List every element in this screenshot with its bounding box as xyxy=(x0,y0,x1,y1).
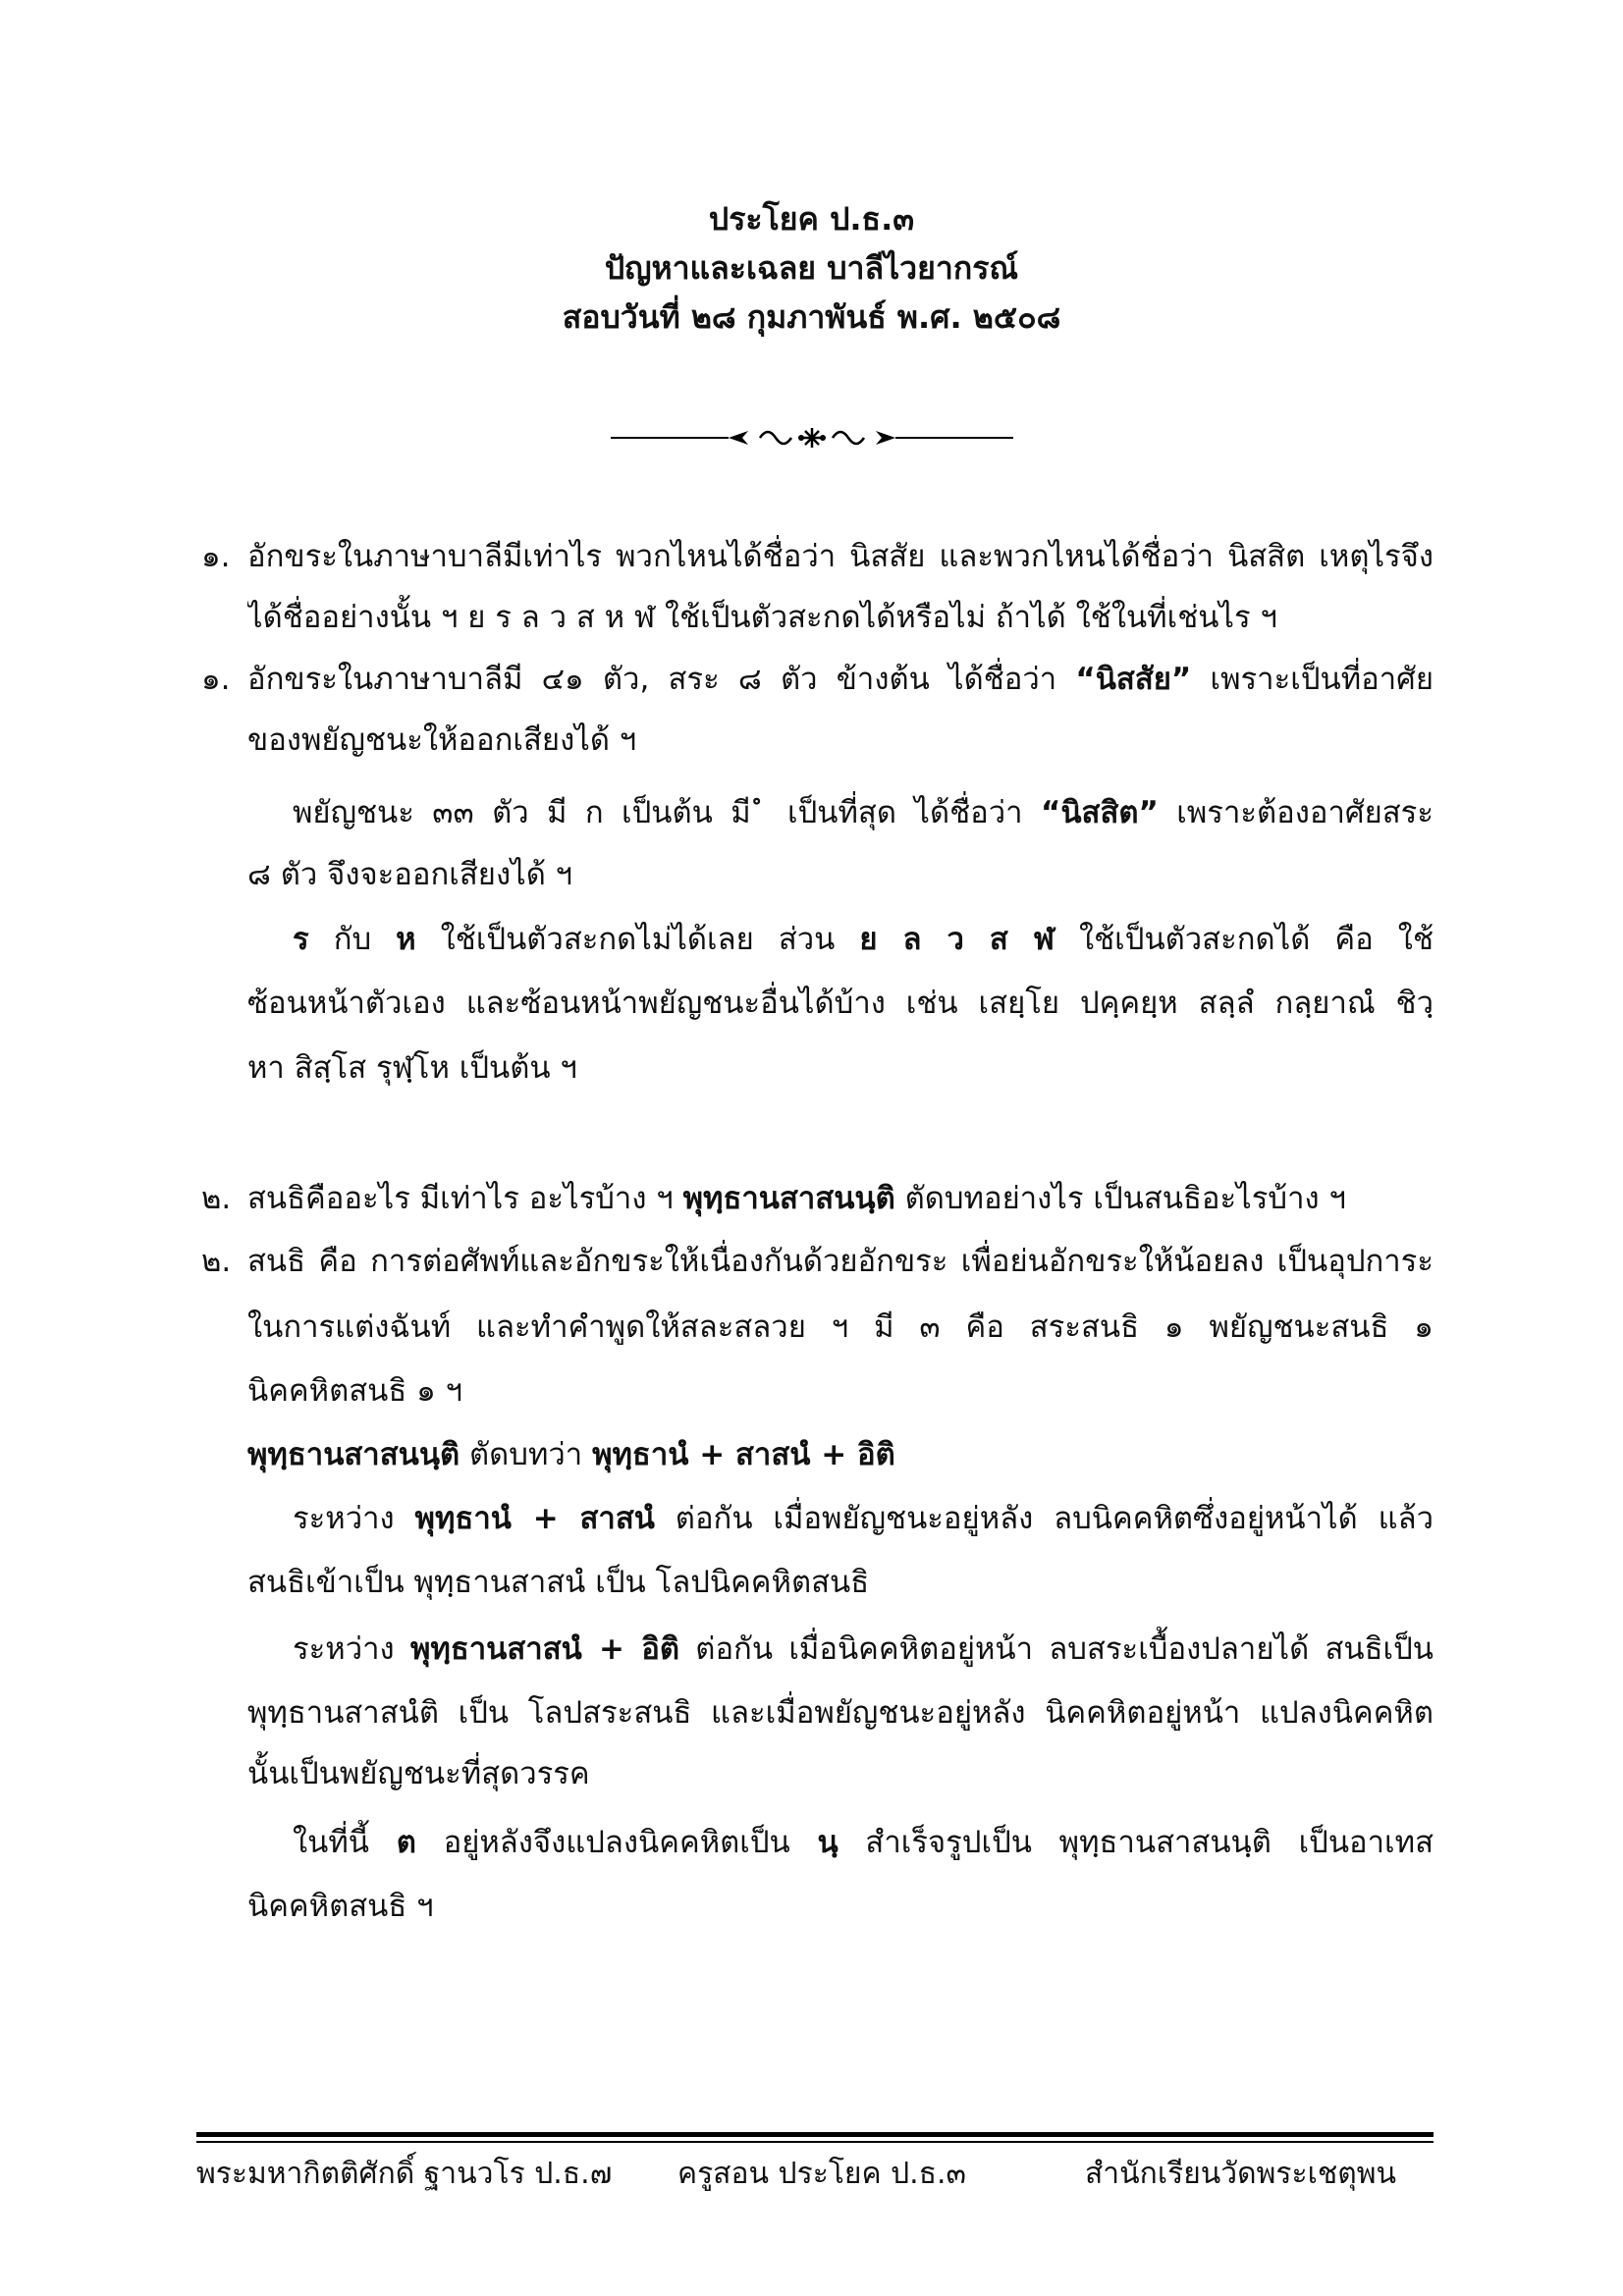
sandhi-example-term: พุทฺธานสาสนนฺติ xyxy=(247,1437,460,1472)
answer-2-line-1: สนธิ คือ การต่อศัพท์และอักขระให้เนื่องกันด้วยอักขระ เพื่อย่นอักขระให้น้อยลง เป็นอุปการะ xyxy=(247,1244,1434,1279)
answer-1-line-3 xyxy=(293,788,1434,839)
answer-2-line-10 xyxy=(293,1818,1434,1869)
answer-1-number: ๑. xyxy=(201,662,231,697)
question-1-line-2: ได้ชื่ออย่างนั้น ฯ ย ร ล ว ส ห ฬ ใช้เป็นตัวสะกดได้หรือไม่ ถ้าได้ ใช้ในที่เช่นไร ฯ xyxy=(247,600,1277,635)
exam-date-title: สอบวันที่ ๒๘ กุมภาพันธ์ พ.ศ. ๒๕๐๘ xyxy=(562,298,1061,336)
answer-1-line-6: ซ้อนหน้าตัวเอง และซ้อนหน้าพยัญชนะอื่นได้บ้าง เช่น เสยฺโย ปคฺคยฺห สลฺลํ กลฺยาณํ ชิวฺ xyxy=(247,986,1434,1021)
answer-2-text: ตัดบทว่า xyxy=(460,1437,593,1472)
answer-1-text: กับ xyxy=(308,922,397,957)
answer-2-line-5 xyxy=(293,1494,1434,1545)
term-nissaya: “นิสสัย” xyxy=(1075,662,1192,697)
answer-2-text: ระหว่าง xyxy=(293,1501,415,1536)
answer-2-number: ๒. xyxy=(201,1244,232,1279)
answer-1-text: เพราะต้องอาศัยสระ xyxy=(1158,795,1434,830)
answer-1-line-5 xyxy=(293,915,1434,966)
answer-2-text: ระหว่าง xyxy=(293,1631,410,1667)
answer-1-text: เพราะเป็นที่อาศัย xyxy=(1191,662,1434,697)
question-2-number: ๒. xyxy=(201,1181,232,1216)
answer-2-line-7 xyxy=(293,1625,1434,1676)
answer-2-text: ในที่นี้ xyxy=(293,1825,397,1860)
question-2-line-1 xyxy=(247,1174,1434,1225)
footer-rule-thin xyxy=(196,2141,1434,2143)
letter-ha: ห xyxy=(396,922,416,957)
letter-ta: ต xyxy=(396,1825,416,1860)
question-1-line-1: อักขระในภาษาบาลีมีเท่าไร พวกไหนได้ชื่อว่า นิสสัย และพวกไหนได้ชื่อว่า นิสสิต เหตุไรจึง xyxy=(247,539,1434,574)
answer-2-line-9: นั้นเป็นพยัญชนะที่สุดวรรค xyxy=(247,1756,590,1791)
term-nissita: “นิสสิต” xyxy=(1040,795,1159,830)
letter-na: นฺ xyxy=(817,1825,839,1860)
exam-subject-title: ปัญหาและเฉลย บาลีไวยากรณ์ xyxy=(604,249,1019,287)
answer-2-line-8: พุทฺธานสาสนํติ เป็น โลปสระสนธิ และเมื่อพยัญชนะอยู่หลัง นิคคหิตอยู่หน้า แปลงนิคคหิต xyxy=(247,1695,1434,1731)
answer-1-text: อักขระในภาษาบาลีมี ๔๑ ตัว, สระ ๘ ตัว ข้างต้น ได้ชื่อว่า xyxy=(247,662,1076,697)
answer-2-line-11: นิคคหิตสนธิ ฯ xyxy=(247,1889,434,1924)
question-2-text: สนธิคืออะไร มีเท่าไร อะไรบ้าง ฯ xyxy=(247,1181,683,1216)
footer-author: พระมหากิตติศักดิ์ ฐานวโร ป.ธ.๗ xyxy=(196,2157,613,2191)
footer-rule-thick xyxy=(196,2132,1434,2137)
answer-2-text: ต่อกัน เมื่อนิคคหิตอยู่หน้า ลบสระเบื้องปลายได้ สนธิเป็น xyxy=(679,1631,1434,1667)
final-consonant-letters: ย ล ว ส ฬ xyxy=(859,922,1055,957)
question-1-number: ๑. xyxy=(201,539,231,574)
answer-1-text: พยัญชนะ ๓๓ ตัว มี ก เป็นต้น มี ํ เป็นที่สุด ได้ชื่อว่า xyxy=(293,795,1041,830)
answer-2-line-2: ในการแต่งฉันท์ และทำคำพูดให้สละสลวย ฯ มี ๓ คือ สระสนธิ ๑ พยัญชนะสนธิ ๑ xyxy=(247,1309,1434,1345)
answer-1-line-2: ของพยัญชนะให้ออกเสียงได้ ฯ xyxy=(247,722,637,758)
answer-2-line-6: สนธิเข้าเป็น พุทฺธานสาสนํ เป็น โลปนิคคหิตสนธิ xyxy=(247,1565,870,1600)
answer-2-text: ต่อกัน เมื่อพยัญชนะอยู่หลัง ลบนิคคหิตซึ่งอยู่หน้าได้ แล้ว xyxy=(654,1501,1434,1536)
footer-role: ครูสอน ประโยค ป.ธ.๓ xyxy=(677,2157,967,2191)
answer-1-text: ใช้เป็นตัวสะกดได้ คือ ใช้ xyxy=(1054,922,1434,957)
answer-2-text: สำเร็จรูปเป็น พุทฺธานสาสนนฺติ เป็นอาเทส xyxy=(838,1825,1434,1860)
split-words: พุทฺธานํ + สาสนํ + อิติ xyxy=(592,1437,895,1472)
answer-2-line-4 xyxy=(247,1430,1434,1481)
answer-2-text: อยู่หลังจึงแปลงนิคคหิตเป็น xyxy=(415,1825,818,1860)
sandhi-example-term: พุทฺธานสาสนนฺติ xyxy=(682,1181,895,1216)
split-words: พุทฺธานสาสนํ + อิติ xyxy=(409,1631,680,1667)
answer-1-text: ใช้เป็นตัวสะกดไม่ได้เลย ส่วน xyxy=(415,922,860,957)
letter-ra: ร xyxy=(293,922,309,957)
answer-2-line-3: นิคคหิตสนธิ ๑ ฯ xyxy=(247,1373,463,1409)
exam-level-title: ประโยค ป.ธ.๓ xyxy=(708,200,915,238)
question-2-text: ตัดบทอย่างไร เป็นสนธิอะไรบ้าง ฯ xyxy=(894,1181,1346,1216)
answer-1-line-1 xyxy=(247,655,1434,706)
answer-1-line-7: หา สิสฺโส รุฬฺโห เป็นต้น ฯ xyxy=(247,1050,577,1086)
split-words: พุทฺธานํ + สาสนํ xyxy=(414,1501,655,1536)
answer-1-line-4: ๘ ตัว จึงจะออกเสียงได้ ฯ xyxy=(247,857,573,892)
footer-institution: สำนักเรียนวัดพระเชตุพน xyxy=(1085,2157,1396,2191)
